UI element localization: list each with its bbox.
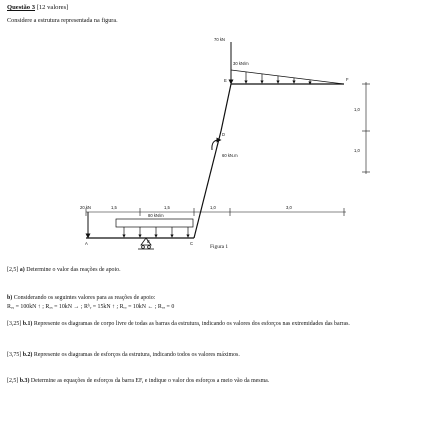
part-b-text: Considerando os seguintes valores para as reações de apoio: <box>13 295 156 301</box>
structure-figure <box>0 28 432 253</box>
part-b3-text: Determine as equações de esforços da barra EF, e indique o valor dos esforços a meio vão da mesma. <box>30 378 270 384</box>
dim-v-2: 1,0 <box>354 148 360 153</box>
label-30knm: 30 kN/m <box>233 61 249 66</box>
part-b1-points: [3,25] <box>7 321 22 327</box>
part-b1-tag: b.1) <box>22 321 33 327</box>
frame-bars <box>86 84 344 238</box>
bar-cd <box>194 131 221 238</box>
horizontal-dimension <box>86 208 346 216</box>
dim-h-2: 1,5 <box>164 205 170 210</box>
question-header <box>7 5 68 12</box>
part-a-points: [2,5] <box>7 267 19 273</box>
part-b1 <box>7 321 425 329</box>
part-a <box>7 267 425 275</box>
distributed-load-80 <box>116 219 193 236</box>
dim-h-3: 1,0 <box>210 205 216 210</box>
part-b3-points: [2,5] <box>7 378 19 384</box>
question-points: [12 valores] <box>36 4 69 11</box>
reactions-line: Rₐᵧ = 100kN ↑ ; Rₐₓ = 10kN → ; Rᵇᵧ = 15kN ↑ ; Rₑᵧ = 10kN ← ; Rₑₓ = 0 <box>7 304 175 310</box>
part-a-tag: a) <box>19 267 25 273</box>
question-number: Questão 3 <box>7 4 36 11</box>
bar-de <box>221 84 231 131</box>
label-70kn: 70 kN <box>214 37 225 42</box>
part-b2-text: Represente os diagramas de esforços da estrutura, indicando todos os valores máximos. <box>33 352 240 358</box>
dim-h-1: 1,5 <box>111 205 117 210</box>
label-80knm: 80 kN/m <box>148 213 164 218</box>
point-f: F <box>346 77 349 82</box>
point-b: B <box>147 239 150 244</box>
support-b-icon <box>138 238 154 249</box>
dim-h-4: 3,0 <box>286 205 292 210</box>
point-c: C <box>190 241 194 246</box>
question-prompt: Considere a estrutura representada na figura. <box>7 17 118 24</box>
part-b2-points: [3,75] <box>7 352 22 358</box>
part-b2 <box>7 352 425 360</box>
part-a-text: Determine o valor das reações de apoio. <box>26 267 121 273</box>
figure-caption: Figura 1 <box>210 244 229 250</box>
part-b-tag: b) <box>7 295 13 301</box>
part-b <box>7 295 425 303</box>
point-a: A <box>85 241 88 246</box>
distributed-load-30 <box>231 70 344 84</box>
dim-v-1: 1,0 <box>354 107 360 112</box>
point-e: E <box>224 78 227 83</box>
part-b2-tag: b.2) <box>22 352 33 358</box>
part-b3-tag: b.3) <box>19 378 30 384</box>
vertical-dimension <box>362 82 370 174</box>
part-b1-text: Represente os diagramas de corpo livre de todas as barras da estrutura, indicando os valores dos esforços nas extremidades das barras. <box>33 321 350 327</box>
label-20kn: 20 kN <box>80 205 91 210</box>
point-d: D <box>222 132 226 137</box>
part-b3 <box>7 378 425 386</box>
label-60knm: 60 kN.m <box>222 153 238 158</box>
